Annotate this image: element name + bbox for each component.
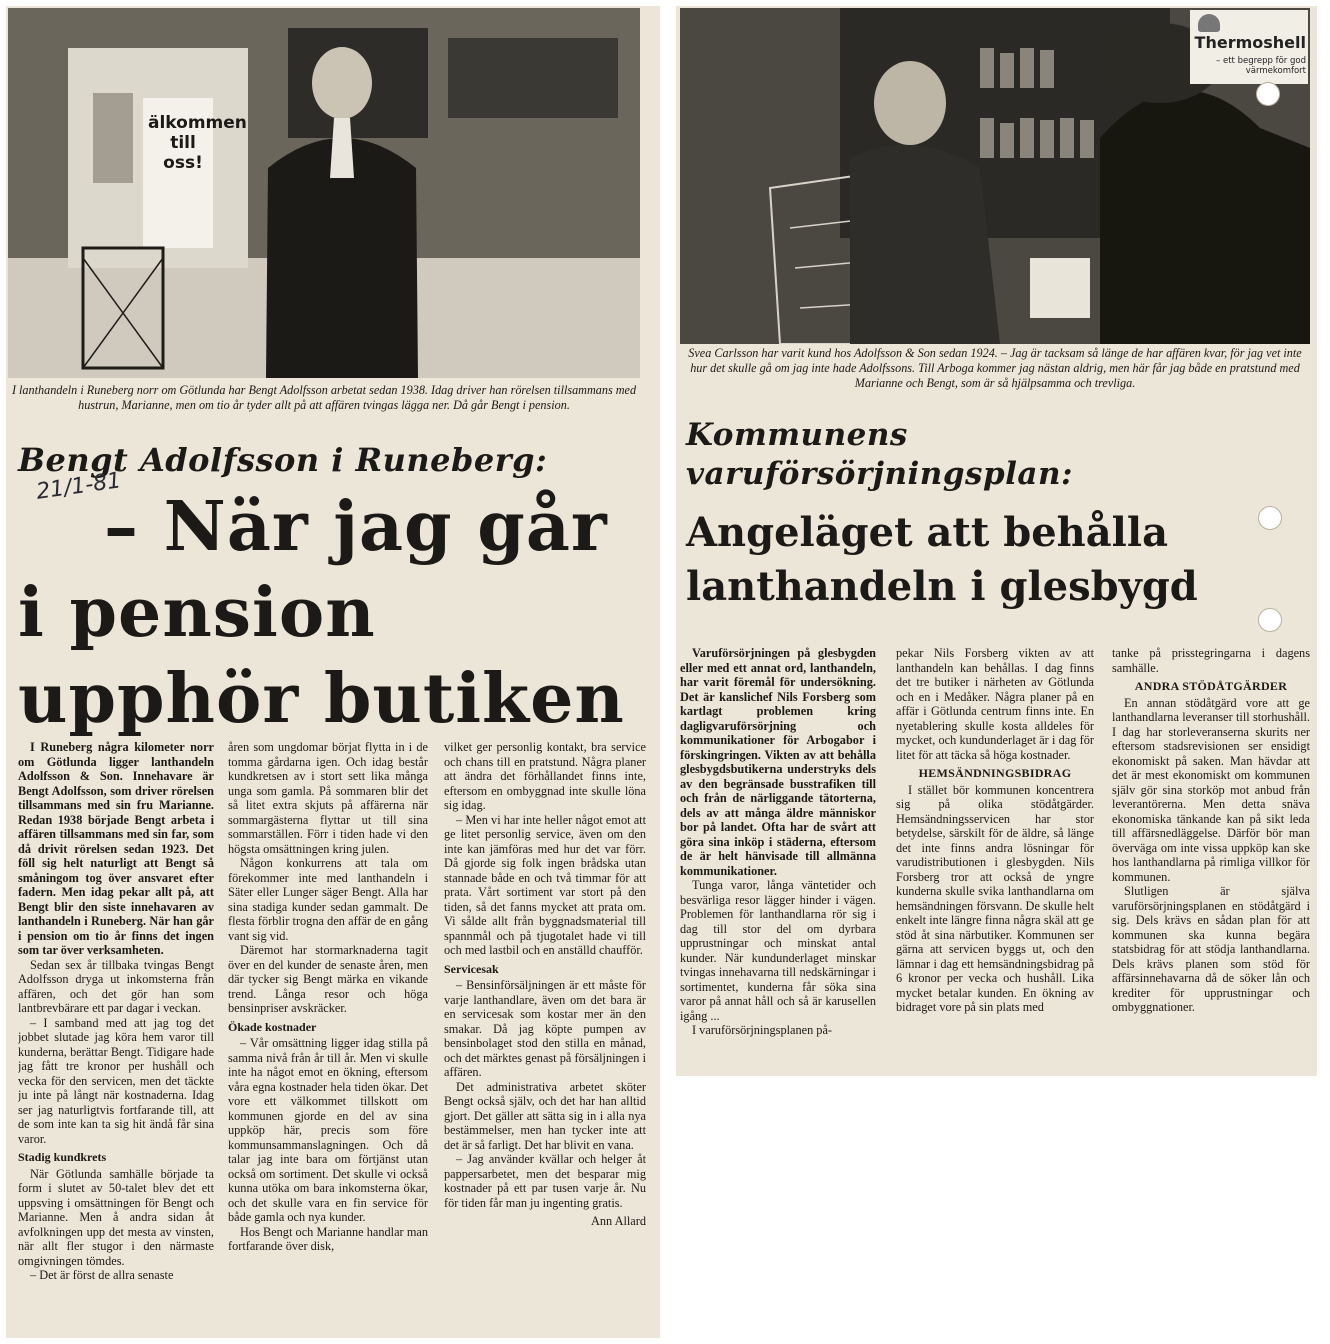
left-col2-paragraph: Hos Bengt och Marianne handlar man fortfarande över disk, <box>228 1224 428 1253</box>
left-col2-paragraph: Någon konkurrens att tala om förekommer inte med lanthandeln i Säter eller Lunger säger Bengt. Alla har sina stadiga kunder sedan gammalt. De flesta förblir trogna den affär de en gång vant sig vid. <box>228 856 428 943</box>
left-col3-paragraph: – Jag använder kvällar och helger åt pappersarbetet, men det besparar mig kostnader på ett par tusen varje år. Nu för tiden får man ju ingenting gratis. <box>444 1152 646 1210</box>
left-headline-line3: upphör butiken <box>18 659 625 739</box>
left-col3-paragraph: – Bensinförsäljningen är ett måste för varje lanthandlare, även om det bara är en servicesak som kostar mer än den smakar. Då jag köpte pumpen av bensinbolaget stod den stilla en månad, och det märktes genast på försäljningen i affären. <box>444 978 646 1079</box>
right-kicker <box>686 416 1306 494</box>
right-col3-paragraph: Slutligen är själva varuförsörjningsplanen en stödåtgärd i sig. Dels krävs en sådan plan för att kommunen ska kunna begära statsbidrag för att stödja lanthandlarna. Dels krävs planen som stöd för affärsinnehavarna då de söker lån och krediter för upprustningar och ombyggnationer. <box>1112 884 1310 1014</box>
punch-hole <box>1256 82 1280 106</box>
right-headline <box>686 506 1306 614</box>
left-headline-line2: i pension <box>18 573 376 653</box>
left-col1-paragraph: – I samband med att jag tog det jobbet slutade jag köra hem varor till kunderna, berättar Bengt. Tidigare hade jag fått tre kronor per hushåll och vecka för den servicen, men det täckte ju inte på långt när kostnaderna. Idag ser jag naturligtvis fortfarande till, att de som inte kan ta sig hit ändå får sina varor. <box>18 1015 214 1146</box>
left-col3-paragraph: Det administrativa arbetet sköter Bengt också själv, och det har han alltid gjort. Det gäller att sätta sig in i alla nya bestämmelser, men han tycker inte att det är så farligt. Det har blivit en vana. <box>444 1079 646 1152</box>
welcome-sign-line1: älkommen <box>148 113 247 133</box>
left-subhead-servicesak: Servicesak <box>444 961 499 976</box>
left-col2-paragraph: åren som ungdomar börjat flytta in i de tomma gårdarna igen. Och idag består kundkretsen av i stort sett lika många unga som gamla. På sommaren blir det så litet extra skjuts på affärerna när sommargästerna flyttar ut till sina sommarställen. Förr i tiden hade vi den högsta omsättningen kring julen. <box>228 740 428 856</box>
right-column-1 <box>680 646 876 1074</box>
left-lead-paragraph: I Runeberg några kilometer norr om Götlunda ligger lanthandeln Adolfsson & Son. Innehavare är Bengt Adolfsson, som driver rörelsen tillsammans med sin fru Marianne. Redan 1938 började Bengt arbeta i affären tillsammans med sin far, som då drivit rörelsen sedan 1923. Det föll sig helt naturligt att Bengt så småningom tog över ansvaret efter fadern. Men idag pekar allt på, att Bengt blir den siste innehavaren av lanthandeln i Runeberg. När han går i pension om tio år finns det ingen som tar över verksamheten. <box>18 740 214 957</box>
left-col1-paragraph: När Götlunda samhälle började ta form i slutet av 50-talet blev det ett uppsving i omsättningen för Bengt och Marianne. Men å andra sidan åt avfolkningen upp det mesta av vinsten, när allt fler stugor i den närmaste omgivningen tömdes. <box>18 1166 214 1268</box>
right-column-3 <box>1112 646 1310 1074</box>
right-col1-paragraph: Tunga varor, långa väntetider och besvärliga resor lägger hinder i vägen. Problemen för lanthandlarna rör sig i dag till stor del om dyrbara upprustningar och minskat antal kunder. När kundunderlaget minskar tvingas innehavarna till nedskärningar i sortimentet, kunderna får söka sina varor på annat håll och så är karusellen igång ... <box>680 878 876 1023</box>
right-clipping <box>676 6 1317 1076</box>
ad-tagline: – ett begrepp för god värmekomfort <box>1216 56 1306 76</box>
right-col3-paragraph: En annan stödåtgärd vore att ge lanthandlarna leveranser till storhushåll. I dag har storleveranserna skurits ner eftersom stadsrevisionen ser ensidigt ekonomiskt på saken. Man hävdar att det är mest ekonomiskt om kommunen själv gör sina storköp mot anbud från leverantörerna. Men detta snäva ekonomiska tänkande kan på sikt leda till affärsnedläggelse. Därför bör man överväga om inte vissa uppköp kan ske hos lanthandlarna på rimliga villkor för kommunen. <box>1112 695 1310 884</box>
punch-hole <box>1258 506 1282 530</box>
right-headline-line2: lanthandeln i glesbygd <box>686 563 1198 610</box>
left-headline <box>18 484 658 742</box>
right-col2-paragraph: pekar Nils Forsberg vikten av att lanthandeln kan behållas. I dag finns det tre butiker i närheten av Götlunda och en i Medåker. Några planer på en affär i Götlunda centrum finns inte. En nyetablering skulle kosta alldeles för mycket, och kundunderlaget är i dag för litet för att täcka så höga kostnader. <box>896 646 1094 762</box>
shell-logo-icon <box>1198 14 1220 32</box>
left-col3-paragraph: – Men vi har inte heller något emot att ge litet personlig service, även om den inte kan jämföras med hur det var förr. Då gjorde sig folk ingen brådska utan stannade både en och två timmar för att prata. Vårt sortiment var stort på den tiden, så det fanns mycket att prata om. Vi sålde allt från byggnadsmaterial till spannmål och på tjugotalet hade vi till och med lastbil och en anställd chaufför. <box>444 812 646 957</box>
left-col3-paragraph: vilket ger personlig kontakt, bra service och chans till en pratstund. Några planer att ändra det förhållandet finns inte, eftersom en ombyggnad inte skulle löna sig idag. <box>444 740 646 812</box>
right-col3-paragraph: tanke på prisstegringarna i dagens samhälle. <box>1112 646 1310 675</box>
punch-hole <box>1258 608 1282 632</box>
handwritten-date: 21/1-81 <box>34 468 123 505</box>
right-subhead-andra: ANDRA STÖDÅTGÄRDER <box>1134 679 1288 693</box>
left-photo-caption: I lanthandeln i Runeberg norr om Götlunda har Bengt Adolfsson arbetat sedan 1938. Idag driver han rörelsen tillsammans med hustrun, Marianne, men om tio år tyder allt på att affären tvingas lägga ner. Då går Bengt i pension. <box>11 383 637 412</box>
right-lead-paragraph: Varuförsörjningen på glesbygden eller med ett annat ord, lanthandeln, har varit föremål för undersökning. Det är kanslichef Nils Forsberg som kartlagt problemen kring dagligvaruförsörjning och kommunikationer för Arbogabor i förskingringen. Vikten av att behålla glesbygdsbutikerna understryks dels av den begränsade busstrafiken till och från de närliggande tätorterna, dels av att många äldre människor bor på landet. Ofta har de svårt att göra sina inköp i städerna, eftersom de är helt hänvisade till allmänna kommunikationer. <box>680 646 876 878</box>
shopkeeper-photo <box>8 8 640 378</box>
left-col1-paragraph: Sedan sex år tillbaka tvingas Bengt Adolfsson dryga ut inkomsterna från affären, och det gör han som lantbrevbärare ett par dagar i veckan. <box>18 957 214 1015</box>
right-kicker-line1: Kommunens <box>686 417 908 453</box>
right-subhead-hemsandning: HEMSÄNDNINGSBIDRAG <box>918 766 1072 780</box>
thermoshell-ad <box>1192 14 1306 76</box>
shopkeeper-photo-illustration <box>8 8 640 378</box>
customer-photo <box>680 8 1310 344</box>
byline: Ann Allard <box>591 1214 646 1228</box>
left-headline-line1: – När jag går <box>104 487 608 567</box>
welcome-sign-line2: till oss! <box>163 133 203 173</box>
left-col2-paragraph: Däremot har stormarknaderna tagit över en del kunder de senaste åren, men där tycker sig Bengt märka en vikande trend. Långa resor och höga bensinpriser avskräcker. <box>228 943 428 1015</box>
right-kicker-line2: varuförsörjningsplan: <box>686 456 1073 492</box>
left-subhead-okade: Ökade kostnader <box>228 1019 317 1034</box>
right-col2-paragraph: I stället bör kommunen koncentrera sig på olika stödåtgärder. Hemsändningsservicen har stor betydelse, särskilt för de äldre, så länge det inte finns andra lösningar för varudistributionen i glesbygden. Nils Forsberg tror att också de yngre kunderna skulle svika lanthandlarna om hemsändningen försvann. De skulle helt enkelt inte längre finna några skäl att ge stöd åt sina närbutiker. Kommunen ser gärna att servicen byggs ut, och den lämnar i dag ett hemsändningsbidrag på 6 kronor per vecka och hushåll. Lika mycket betalar kunden. En ökning av bidraget vore på sin plats med <box>896 782 1094 1014</box>
left-column-2 <box>228 740 428 1334</box>
left-column-3 <box>444 740 646 1334</box>
left-kicker: Bengt Adolfsson i Runeberg: <box>18 441 548 479</box>
left-column-1 <box>18 740 214 1334</box>
welcome-sign-text <box>148 113 247 173</box>
right-photo-caption: Svea Carlsson har varit kund hos Adolfsson & Son sedan 1924. – Jag är tacksam så länge de har affären kvar, för jag vet inte hur det skulle gå om jag inte hade Adolfssons. Till Arboga kommer jag nästan aldrig, men här får jag både en pratstund med Marianne och Bengt, som är så hjälpsamma och trevliga. <box>688 346 1302 390</box>
left-clipping <box>6 6 660 1338</box>
left-col1-paragraph: – Det är först de allra senaste <box>30 1268 174 1282</box>
right-col1-paragraph: I varuförsörjningsplanen på- <box>692 1023 833 1037</box>
right-headline-line1: Angeläget att behålla <box>686 509 1168 556</box>
ad-brand: Thermoshell <box>1194 33 1306 52</box>
right-column-2 <box>896 646 1094 1074</box>
left-col2-paragraph: – Vår omsättning ligger idag stilla på samma nivå från år till år. Men vi skulle inte ha något emot en ökning, eftersom våra egna kostnader hela tiden ökar. Det vore ett välkommet tillskott om kommunen gjorde en del av sina uppköp här, precis som före kommunsammanslagningen. Och då talar jag inte bara om förtjänst utan också om sortiment. Det skulle vi också kunna utöka om bara inkomsterna ökar, och det skulle vara en fin service för både gamla och nya kunder. <box>228 1036 428 1224</box>
left-subhead-stadig: Stadig kundkrets <box>18 1150 107 1164</box>
